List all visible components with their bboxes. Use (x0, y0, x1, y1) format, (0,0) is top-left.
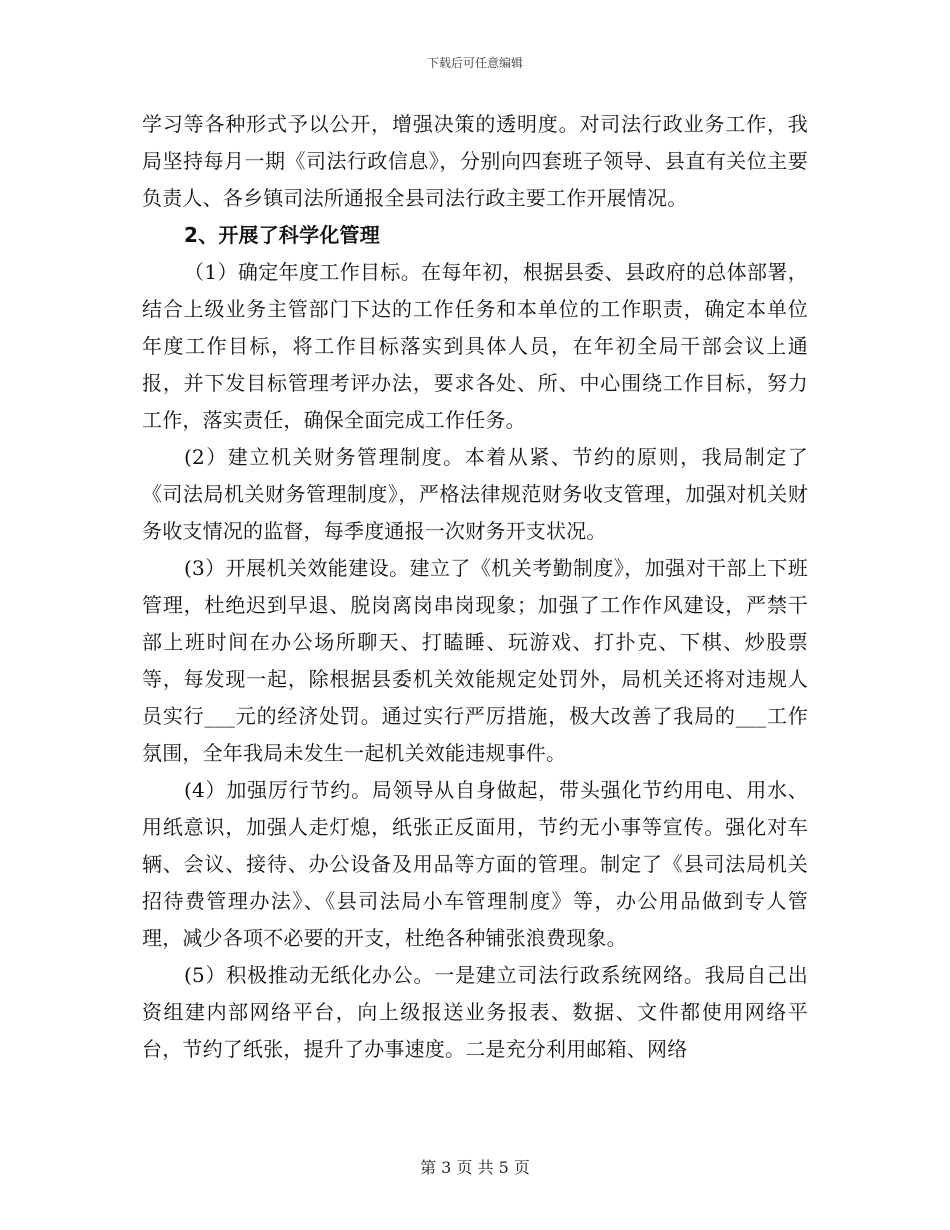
paragraph-item-3: (3）开展机关效能建设。建立了《机关考勤制度》，加强对干部上下班管理，杜绝迟到早退、脱岗离岗串岗现象；加强了工作作风建设，严禁干部上班时间在办公场所聊天、打瞌睡、玩游戏、打扑克、下棋、炒股票等，每发现一起，除根据县委机关效能规定处罚外，局机关还将对违规人员实行___元的经济处罚。通过实行严厉措施，极大改善了我局的___工作氛围，全年我局未发生一起机关效能违规事件。 (142, 556, 808, 765)
paragraph-item-5: (5）积极推动无纸化办公。一是建立司法行政系统网络。我局自己出资组建内部网络平台，向上级报送业务报表、数据、文件都使用网络平台，节约了纸张，提升了办事速度。二是充分利用邮箱、网络 (142, 963, 808, 1061)
document-body (142, 106, 808, 1068)
paragraph-item-1: （1）确定年度工作目标。在每年初，根据县委、县政府的总体部署，结合上级业务主管部门下达的工作任务和本单位的工作职责，确定本单位年度工作目标，将工作目标落实到具体人员，在年初全局干部会议上通报，并下发目标管理考评办法，要求各处、所、中心围绕工作目标，努力工作，落实责任，确保全面完成工作任务。 (142, 260, 808, 432)
page-header-note: 下载后可任意编辑 (426, 56, 523, 70)
section-heading: 2、开展了科学化管理 (184, 223, 380, 247)
paragraph-intro: 学习等各种形式予以公开，增强决策的透明度。对司法行政业务工作，我局坚持每月一期《司法行政信息》，分别向四套班子领导、县直有关位主要负责人、各乡镇司法所通报全县司法行政主要工作开展情况。 (142, 112, 808, 210)
paragraph-item-4: (4）加强厉行节约。局领导从自身做起，带头强化节约用电、用水、用纸意识，加强人走灯熄，纸张正反面用，节约无小事等宣传。强化对车辆、会议、接待、办公设备及用品等方面的管理。制定了《县司法局机关招待费管理办法》、《县司法局小车管理制度》等，办公用品做到专人管理，减少各项不必要的开支，杜绝各种铺张浪费现象。 (142, 778, 808, 950)
paragraph-item-2: (2）建立机关财务管理制度。本着从紧、节约的原则，我局制定了《司法局机关财务管理制度》，严格法律规范财务收支管理，加强对机关财务收支情况的监督，每季度通报一次财务开支状况。 (142, 445, 808, 543)
page-number: 第 3 页 共 5 页 (420, 1158, 530, 1177)
